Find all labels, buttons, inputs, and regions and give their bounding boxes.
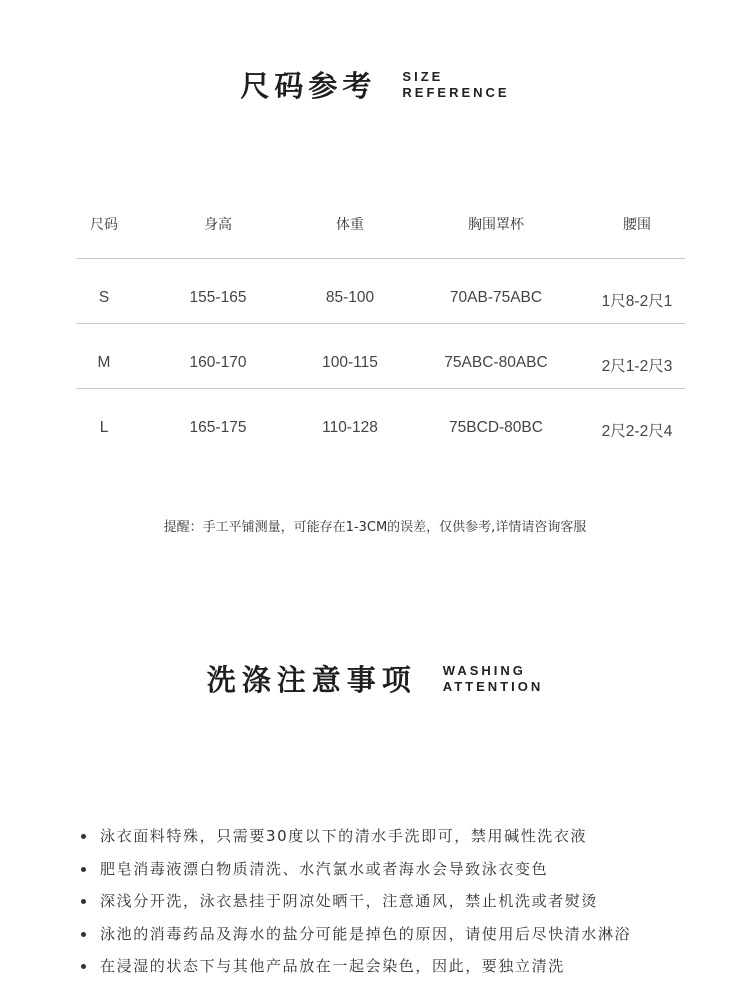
- washing-attention-title-en-line2: ATTENTION: [442, 678, 544, 694]
- bullet-icon: [81, 834, 86, 839]
- washing-note-text: 泳池的消毒药品及海水的盐分可能是掉色的原因，请使用后尽快清水淋浴: [100, 924, 632, 943]
- size-reference-title-en-line1: SIZE: [402, 68, 444, 84]
- weight-cell: 110-128: [322, 419, 378, 436]
- header-bust-cup: 胸围罩杯: [468, 217, 524, 233]
- header-size: 尺码: [90, 217, 118, 233]
- height-cell: 155-165: [189, 289, 247, 306]
- header-height: 身高: [204, 217, 232, 233]
- table-row: [76, 258, 685, 323]
- header-weight: 体重: [336, 217, 364, 233]
- waist-cell: 2尺2-2尺4: [601, 423, 673, 440]
- bust-cup-cell: 70AB-75ABC: [449, 289, 543, 306]
- list-item: [80, 891, 631, 924]
- bust-cup-cell: 75ABC-80ABC: [444, 354, 548, 371]
- table-row: [76, 323, 685, 388]
- list-item: [80, 859, 631, 892]
- washing-note-text: 泳衣面料特殊，只需要30度以下的清水手洗即可，禁用碱性洗衣液: [100, 827, 588, 845]
- bullet-icon: [81, 867, 86, 872]
- bullet-icon: [81, 932, 86, 937]
- size-cell: S: [98, 289, 110, 306]
- washing-note-text: 深浅分开洗，泳衣悬挂于阴凉处晒干，注意通风，禁止机洗或者熨烫: [100, 892, 599, 910]
- washing-note-text: 在浸湿的状态下与其他产品放在一起会染色，因此，要独立清洗: [100, 957, 565, 975]
- weight-cell: 100-115: [322, 354, 378, 371]
- measurement-reminder: 提醒：手工平铺测量，可能存在1-3CM的误差，仅供参考,详情请咨询客服: [163, 520, 587, 535]
- header-waist: 腰围: [623, 217, 651, 233]
- size-table: [76, 198, 685, 453]
- size-cell: L: [99, 419, 109, 436]
- size-table-header-row: [76, 198, 685, 258]
- bust-cup-cell: 75BCD-80BC: [449, 419, 543, 436]
- washing-attention-title-cn: 洗涤注意事项: [206, 663, 417, 697]
- washing-attention-title-en: [443, 663, 543, 695]
- bullet-icon: [81, 899, 86, 904]
- washing-note-text: 肥皂消毒液漂白物质清洗、水汽氯水或者海水会导致泳衣变色: [100, 859, 549, 878]
- size-reference-title-en: [402, 69, 509, 101]
- height-cell: 165-175: [189, 419, 247, 436]
- washing-attention-title-en-line1: WASHING: [442, 662, 526, 678]
- size-cell: M: [97, 354, 111, 371]
- waist-cell: 2尺1-2尺3: [601, 358, 673, 375]
- list-item: [80, 956, 631, 989]
- weight-cell: 85-100: [325, 289, 375, 306]
- table-row: [76, 388, 685, 453]
- size-reference-heading: [0, 64, 750, 105]
- size-reference-title-en-line2: REFERENCE: [402, 84, 510, 100]
- washing-attention-heading: [0, 658, 750, 699]
- bullet-icon: [81, 964, 86, 969]
- list-item: [80, 924, 631, 957]
- size-reference-title-cn: 尺码参考: [240, 69, 377, 103]
- waist-cell: 1尺8-2尺1: [601, 293, 673, 310]
- height-cell: 160-170: [189, 354, 247, 371]
- list-item: [80, 826, 631, 859]
- washing-notes-list: [80, 826, 631, 989]
